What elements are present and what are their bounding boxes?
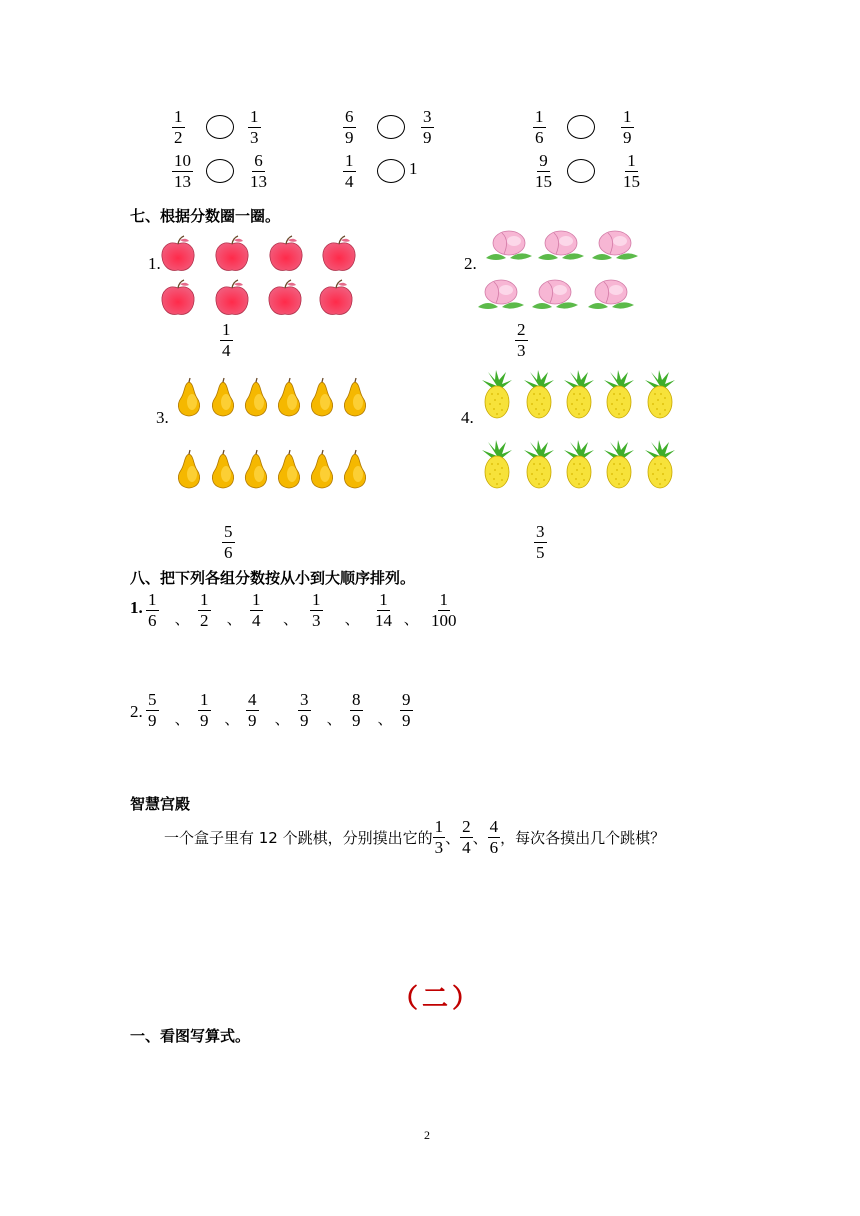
fraction: [198, 690, 211, 731]
compare-left-fraction: [533, 107, 546, 148]
group2-label: 2.: [130, 702, 143, 721]
denominator: 6: [224, 543, 233, 562]
numerator: 1: [174, 107, 183, 126]
wisdom-fraction-3: [488, 817, 501, 858]
compare-answer-circle[interactable]: [206, 159, 234, 183]
apple-icon: [321, 236, 357, 272]
peach-icon: [482, 228, 536, 264]
denominator: 9: [623, 128, 632, 147]
compare-answer-circle[interactable]: [206, 115, 234, 139]
denominator: 4: [462, 837, 471, 857]
denominator: 100: [431, 611, 457, 630]
compare-right-fraction: [621, 151, 642, 192]
denominator: 6: [489, 837, 499, 857]
numerator: 4: [248, 690, 257, 709]
separator: 、: [283, 610, 299, 628]
numerator: 9: [539, 151, 548, 170]
pear-icon: [173, 450, 205, 490]
denominator: 5: [536, 543, 545, 562]
section7-title: 七、根据分数圈一圈。: [130, 207, 281, 225]
apple-icon: [214, 280, 250, 316]
numerator: 3: [423, 107, 432, 126]
fraction: [373, 590, 394, 631]
denominator: 6: [535, 128, 544, 147]
separator: 、: [326, 710, 342, 728]
numerator: 1: [200, 690, 209, 709]
wisdom-question: [164, 815, 665, 859]
pineapple-icon: [560, 440, 598, 490]
fraction: [146, 590, 159, 631]
denominator: 14: [375, 611, 392, 630]
peach-icon: [534, 228, 588, 264]
peach-icon: [584, 277, 638, 313]
denominator: 9: [402, 711, 411, 730]
group1-label: 1.: [130, 598, 143, 617]
numerator: 6: [345, 107, 354, 126]
page-number: 2: [424, 1128, 430, 1142]
separator: 、: [274, 710, 290, 728]
pear-icon: [273, 450, 305, 490]
fraction: [400, 690, 413, 731]
denominator: 9: [300, 711, 309, 730]
numerator: 1: [250, 107, 259, 126]
denominator: 9: [148, 711, 157, 730]
pineapple-icon: [641, 440, 679, 490]
compare-left-fraction: [343, 107, 356, 148]
pear-icon: [306, 450, 338, 490]
denominator: 4: [222, 341, 231, 360]
pineapple-icon: [520, 370, 558, 420]
pineapple-icon: [478, 440, 516, 490]
compare-left-fraction: [172, 107, 185, 148]
pineapple-icon: [641, 370, 679, 420]
separator: 、: [403, 610, 419, 628]
fraction: [298, 690, 311, 731]
compare-left-fraction: [172, 151, 193, 192]
compare-answer-circle[interactable]: [377, 115, 405, 139]
separator: 、: [445, 828, 461, 847]
apple-icon: [214, 236, 250, 272]
denominator: 3: [517, 341, 526, 360]
item3-fraction: [222, 522, 235, 563]
apple-icon: [160, 280, 196, 316]
denominator: 9: [352, 711, 361, 730]
item3-label: 3.: [156, 408, 169, 427]
pineapple-icon: [600, 440, 638, 490]
fraction: [310, 590, 323, 631]
denominator: 3: [434, 837, 444, 857]
pear-icon: [339, 378, 371, 418]
separator: 、: [377, 710, 393, 728]
pear-icon: [273, 378, 305, 418]
numerator: 1: [535, 107, 544, 126]
pear-icon: [240, 378, 272, 418]
numerator: 1: [148, 590, 157, 609]
pear-icon: [339, 450, 371, 490]
apple-icon: [318, 280, 354, 316]
pear-icon: [306, 378, 338, 418]
numerator: 1: [379, 590, 388, 609]
denominator: 13: [174, 172, 191, 191]
fraction: [246, 690, 259, 731]
wisdom-fraction-1: [433, 817, 446, 858]
wisdom-fraction-2: [460, 817, 473, 858]
denominator: 9: [200, 711, 209, 730]
compare-answer-circle[interactable]: [377, 159, 405, 183]
denominator: 3: [250, 128, 259, 147]
denominator: 4: [345, 172, 354, 191]
pear-icon: [173, 378, 205, 418]
denominator: 3: [312, 611, 321, 630]
denominator: 15: [623, 172, 640, 191]
separator: 、: [224, 710, 240, 728]
item4-label: 4.: [461, 408, 474, 427]
pineapple-icon: [478, 370, 516, 420]
numerator: 5: [224, 522, 233, 541]
fraction: [429, 590, 459, 631]
compare-right-fraction: [621, 107, 634, 148]
numerator: 1: [222, 320, 231, 339]
compare-right-whole: 1: [409, 159, 418, 178]
separator: 、: [226, 610, 242, 628]
compare-left-fraction: [343, 151, 356, 192]
denominator: 4: [252, 611, 261, 630]
item2-fraction: [515, 320, 528, 361]
peach-icon: [474, 277, 528, 313]
compare-right-fraction: [248, 151, 269, 192]
fraction: [250, 590, 263, 631]
separator: 、: [174, 610, 190, 628]
denominator: 9: [345, 128, 354, 147]
compare-right-fraction: [421, 107, 434, 148]
fraction: [198, 590, 211, 631]
numerator: 10: [174, 151, 191, 170]
pear-icon: [207, 378, 239, 418]
denominator: 2: [200, 611, 209, 630]
compare-answer-circle[interactable]: [567, 159, 595, 183]
numerator: 5: [148, 690, 157, 709]
numerator: 4: [489, 816, 499, 836]
numerator: 6: [254, 151, 263, 170]
pineapple-icon: [520, 440, 558, 490]
peach-icon: [528, 277, 582, 313]
separator: 、: [174, 710, 190, 728]
part2-title: （二）: [392, 984, 483, 1014]
pear-icon: [207, 450, 239, 490]
denominator: 6: [148, 611, 157, 630]
numerator: 1: [623, 107, 632, 126]
numerator: 1: [345, 151, 354, 170]
numerator: 1: [439, 590, 448, 609]
numerator: 2: [517, 320, 526, 339]
numerator: 1: [434, 816, 444, 836]
question-text-before: 一个盒子里有 12 个跳棋，分别摸出它的: [164, 828, 433, 847]
separator: 、: [472, 828, 488, 847]
question-text-after: ，每次各摸出几个跳棋？: [500, 828, 666, 847]
compare-left-fraction: [533, 151, 554, 192]
compare-answer-circle[interactable]: [567, 115, 595, 139]
item1-fraction: [220, 320, 233, 361]
section8-title: 八、把下列各组分数按从小到大顺序排列。: [130, 569, 416, 587]
pear-icon: [240, 450, 272, 490]
item2-label: 2.: [464, 254, 477, 273]
numerator: 1: [627, 151, 636, 170]
apple-icon: [268, 236, 304, 272]
apple-icon: [160, 236, 196, 272]
pineapple-icon: [560, 370, 598, 420]
compare-right-fraction: [248, 107, 261, 148]
denominator: 9: [423, 128, 432, 147]
numerator: 3: [536, 522, 545, 541]
numerator: 2: [462, 816, 471, 836]
denominator: 2: [174, 128, 183, 147]
numerator: 1: [312, 590, 321, 609]
numerator: 8: [352, 690, 361, 709]
numerator: 1: [252, 590, 261, 609]
denominator: 13: [250, 172, 267, 191]
separator: 、: [344, 610, 360, 628]
numerator: 1: [200, 590, 209, 609]
denominator: 15: [535, 172, 552, 191]
item1-label: 1.: [148, 254, 161, 273]
fraction: [350, 690, 363, 731]
numerator: 9: [402, 690, 411, 709]
denominator: 9: [248, 711, 257, 730]
fraction: [146, 690, 159, 731]
peach-icon: [588, 228, 642, 264]
pineapple-icon: [600, 370, 638, 420]
wisdom-title: 智慧宫殿: [130, 795, 191, 813]
numerator: 3: [300, 690, 309, 709]
part2-section1-title: 一、看图写算式。: [130, 1027, 251, 1045]
apple-icon: [267, 280, 303, 316]
item4-fraction: [534, 522, 547, 563]
